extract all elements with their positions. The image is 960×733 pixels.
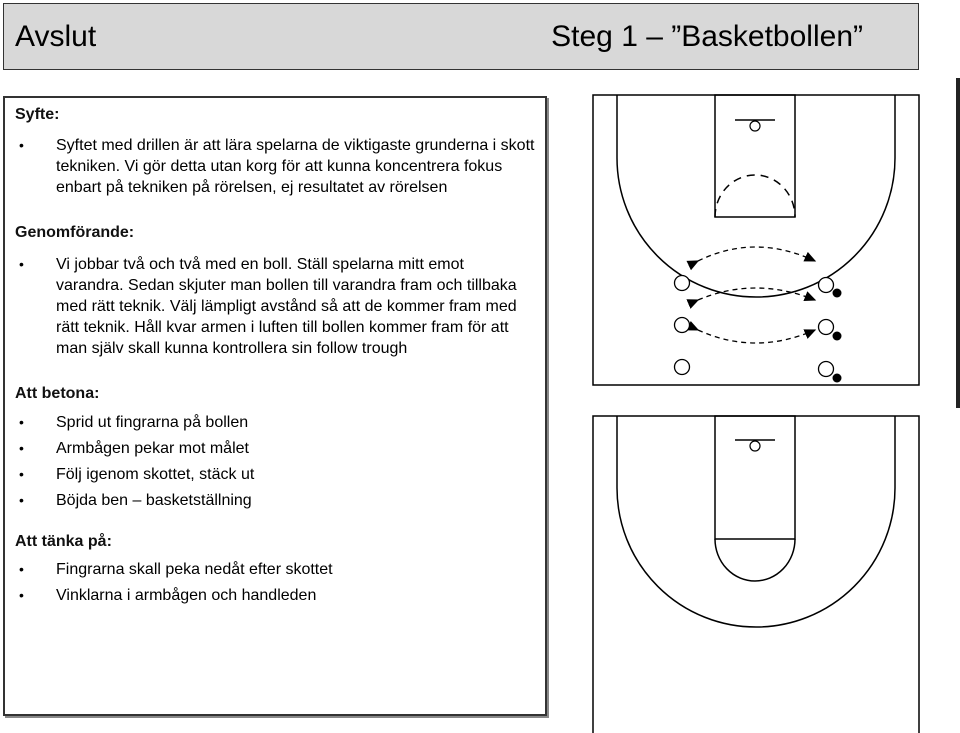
section-title: Genomförande: [15, 224, 135, 241]
list-item: • Vi jobbar två och två med en boll. Ställ spelarna mitt emot varandra. Sedan skjuter man bollen till varandra fram och tillbaka med rätt teknik. Välj lämpligt avstånd så att de kommer fram med rätt teknik. Håll kvar armen i luften till bollen kommer fram för att man själv skall kunna kontrollera sin follow trough [19, 256, 517, 357]
court-diagram-bottom [593, 416, 919, 733]
section-title: Att betona: [15, 385, 100, 402]
list-item: • Följ igenom skottet, stäck ut [19, 466, 255, 483]
list-item: • Armbågen pekar mot målet [19, 440, 249, 457]
bullet-icon: • [19, 466, 24, 482]
bullet-icon: • [19, 414, 24, 430]
free-throw-lane [715, 416, 795, 539]
section-att-betona [15, 385, 535, 511]
section-att-tanka-pa [15, 533, 535, 606]
bullet-icon: • [19, 561, 24, 577]
ball-icon [833, 332, 842, 341]
list-item: • Fingrarna skall peka nedåt efter skottet [19, 561, 333, 578]
bullet-icon: • [19, 137, 24, 153]
list-item: • Sprid ut fingrarna på bollen [19, 414, 249, 431]
header-right-title: Steg 1 – ”Basketbollen” [551, 20, 863, 53]
bullet-icon: • [19, 256, 24, 272]
header-left-title: Avslut [15, 20, 97, 53]
player-right-1 [819, 278, 834, 293]
three-point-line [617, 416, 895, 627]
instruction-panel [3, 96, 547, 716]
court-boundary [593, 416, 919, 733]
header-bar [3, 3, 919, 70]
free-throw-circle [715, 539, 795, 581]
section-genomforande [15, 224, 535, 359]
section-title: Syfte: [15, 106, 60, 123]
ball-icon [833, 374, 842, 383]
player-left-1 [675, 276, 690, 291]
ball-icon [833, 289, 842, 298]
section-syfte [15, 106, 535, 198]
list-item: • Syftet med drillen är att lära spelarna de viktigaste grunderna i skott tekniken. Vi gör detta utan korg för att kunna koncentrera fokus enbart på tekniken på rörelsen, ej resultatet av rörelsen [19, 137, 535, 196]
player-right-2 [819, 320, 834, 335]
player-left-2 [675, 318, 690, 333]
court-background [590, 78, 956, 408]
hoop [750, 441, 760, 451]
player-right-3 [819, 362, 834, 377]
court-diagram-top [590, 78, 956, 408]
court-diagrams [590, 78, 956, 733]
bullet-icon: • [19, 587, 24, 603]
section-title: Att tänka på: [15, 533, 112, 550]
list-item: • Böjda ben – basketställning [19, 492, 252, 509]
bullet-icon: • [19, 492, 24, 508]
player-left-3 [675, 360, 690, 375]
list-item: • Vinklarna i armbågen och handleden [19, 587, 317, 604]
bullet-icon: • [19, 440, 24, 456]
